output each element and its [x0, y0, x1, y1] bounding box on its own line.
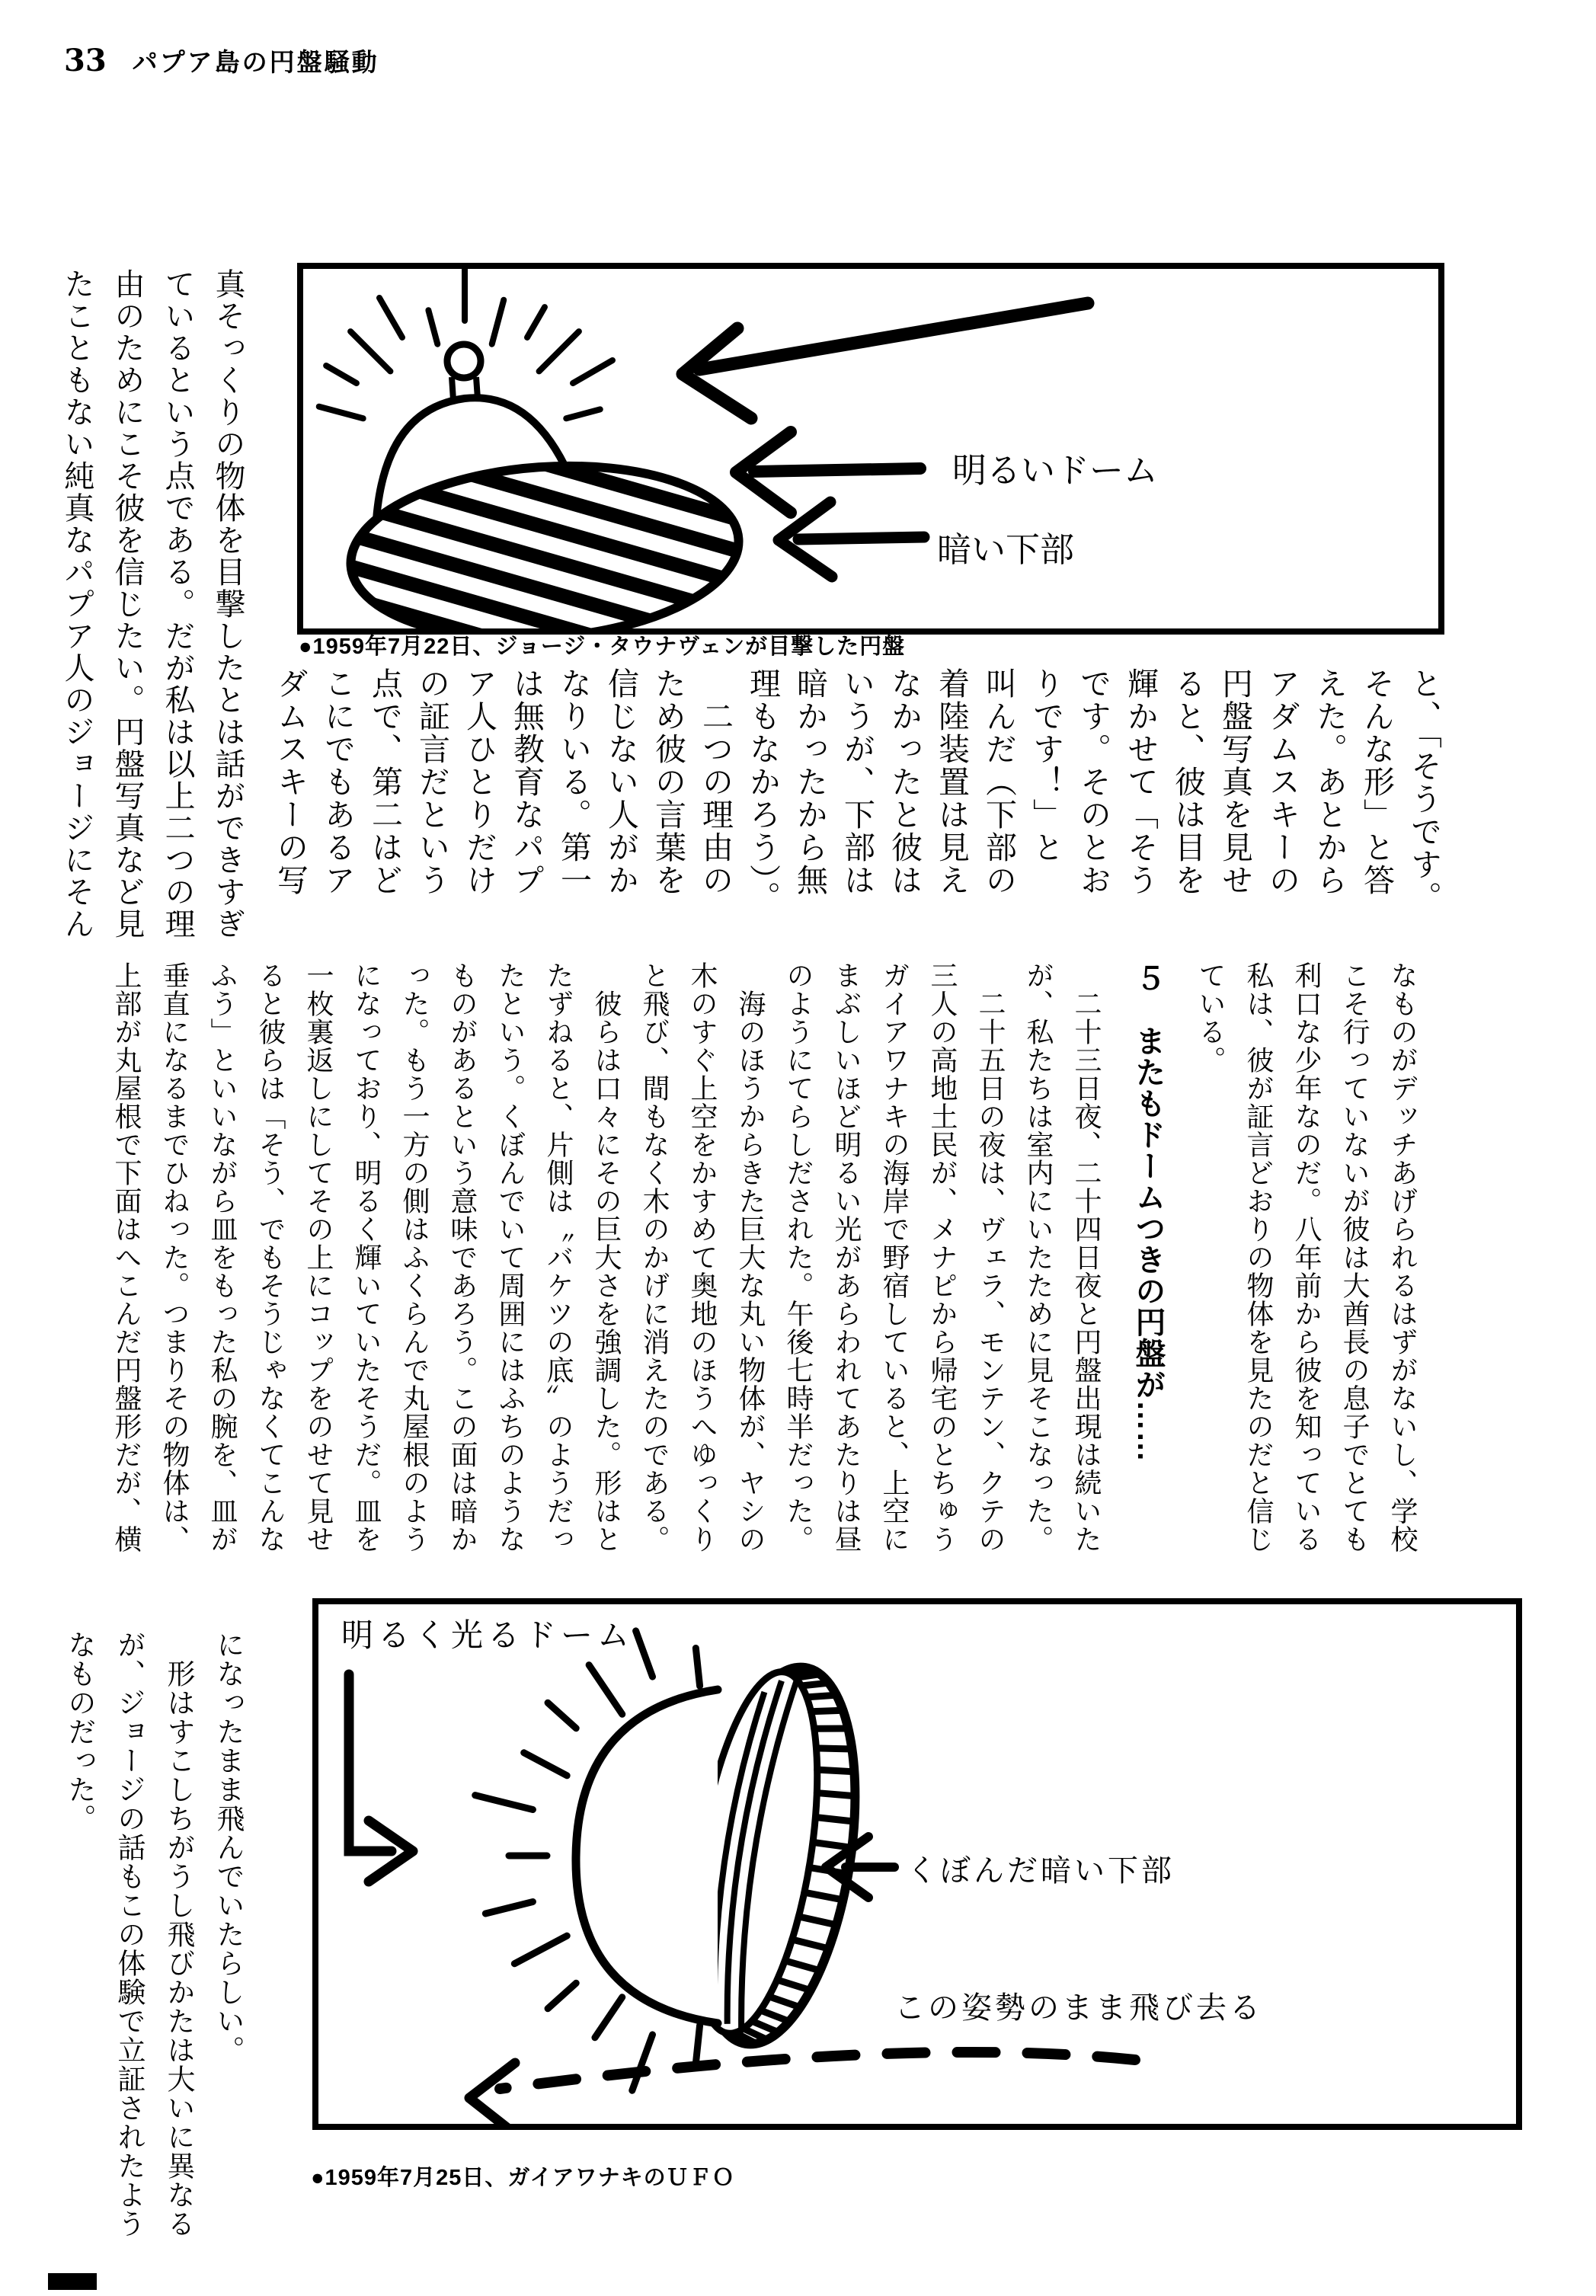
text-column: 真そっくりの物体を目撃したとは話ができすぎ — [210, 268, 245, 940]
text-column: と飛び、間もなく木のかげに消えたのである。 — [638, 961, 670, 1553]
text-column: ５ またもドームつきの円盤が…… — [1131, 963, 1165, 1463]
text-column: 着陸装置は見え — [933, 667, 970, 897]
text-column: ため彼の言葉を — [650, 667, 686, 897]
text-column: になったまま飛んでいたらしい。 — [212, 1630, 245, 2064]
arrow-top-head — [683, 328, 751, 418]
running-title: パプア島の円盤騒動 — [132, 48, 379, 76]
text-column: 一枚裏返しにしてその上にコップをのせて見せ — [302, 961, 334, 1553]
text-column: たという。くぼんでいて周囲にはふちのような — [494, 961, 526, 1553]
text-block-upper — [265, 667, 1447, 939]
text-column: こそ行っていないが彼は大酋長の息子でとても — [1339, 961, 1370, 1553]
text-column: と、「そうです。 — [1406, 667, 1442, 914]
dashed-flyaway-arrow — [469, 2052, 1135, 2124]
text-column: は無教育なパプ — [508, 667, 545, 897]
label-hollow-dark-bottom: くぼんだ暗い下部 — [907, 1854, 1175, 1888]
text-column: りです！」と — [1028, 667, 1064, 864]
text-column: 点で、第二はど — [366, 667, 403, 897]
arrow-middle — [754, 468, 920, 472]
text-column: った。もう一方の側はふくらんで丸屋根のよう — [398, 961, 430, 1553]
text-column: 二つの理由の — [697, 667, 734, 897]
text-column: 二十五日の夜は、ヴェラ、モンテン、クテの — [974, 961, 1006, 1553]
text-column: のようにてらしだされた。午後七時半だった。 — [782, 961, 814, 1553]
text-column: の証言だという — [414, 667, 450, 897]
text-block-upper-left — [50, 268, 253, 949]
text-column: 円盤写真を見せ — [1217, 667, 1253, 897]
text-column: 信じない人がか — [603, 667, 639, 897]
text-column: 私は、彼が証言どおりの物体を見たのだと信じ — [1243, 961, 1274, 1553]
text-column: たこともない純真なパプア人のジョージにそん — [59, 268, 94, 940]
text-column: なものだった。 — [63, 1630, 96, 1833]
figure2-box — [312, 1598, 1522, 2130]
arrow-top — [699, 303, 1088, 369]
text-column: 海のほうからきた巨大な丸い物体が、ヤシの — [734, 961, 766, 1553]
text-column: 垂直になるまでひねった。つまりその物体は、 — [158, 961, 190, 1553]
text-column: えた。あとから — [1311, 667, 1348, 897]
figure2-caption: ●1959年7月25日、ガイアワナキのＵＦＯ — [311, 2166, 735, 2190]
text-column: 輝かせて「そう — [1122, 667, 1159, 897]
text-column: ダムスキーの写 — [272, 667, 309, 897]
text-column: 彼らは口々にその巨大さを強調した。形はと — [590, 961, 622, 1553]
figure1-caption: ●1959年7月22日、ジョージ・タウナヴェンが目撃した円盤 — [299, 635, 906, 659]
text-column: 利口な少年なのだ。八年前から彼を知っている — [1291, 961, 1322, 1553]
text-block-bottom-left — [53, 1630, 253, 2250]
text-column: です。そのとお — [1075, 667, 1111, 897]
text-column: そんな形」と答 — [1358, 667, 1395, 897]
text-column: 由のためにこそ彼を信じたい。円盤写真など見 — [110, 268, 145, 940]
glowing-dome-outline — [576, 1690, 718, 2023]
page-number: 33 — [64, 43, 107, 78]
text-column: ているという点である。だが私は以上二つの理 — [160, 268, 195, 940]
text-column: 理もなかろう）。 — [744, 667, 781, 914]
text-column: 暗かったから無 — [792, 667, 828, 897]
text-column: ると彼らは「そう、でもそうじゃなくてこんな — [254, 961, 286, 1553]
text-block-middle — [53, 961, 1426, 1597]
text-column: アダムスキーの — [1264, 667, 1300, 897]
text-column: なものがデッチあげられるはずがないし、学校 — [1387, 961, 1418, 1553]
text-column: 形はすこしちがうし飛びかたは大いに異なる — [162, 1630, 195, 2238]
text-column: ア人ひとりだけ — [461, 667, 497, 897]
text-column: が、ジョージの話もこの体験で立証されたよう — [113, 1630, 146, 2238]
text-column: こにでもあるア — [319, 667, 356, 897]
text-column: 上部が丸屋根で下面はへこんだ円盤形だが、横 — [110, 961, 142, 1553]
text-column: 三人の高地土民が、メナピから帰宅のとちゅう — [926, 961, 958, 1553]
label-bright-dome: 明るいドーム — [952, 451, 1159, 490]
page-header — [64, 43, 379, 78]
figure1-box — [297, 263, 1444, 635]
text-column: 二十三日夜、二十四日夜と円盤出現は続いた — [1070, 961, 1102, 1553]
text-column: ものがあるという意味であろう。この面は暗か — [446, 961, 478, 1553]
label-dark-bottom: 暗い下部 — [937, 530, 1075, 569]
page-corner-ink-mark — [48, 2273, 97, 2290]
text-column: になっており、明るく輝いていたそうだ。皿を — [350, 961, 382, 1553]
text-column: が、私たちは室内にいたために見そこなった。 — [1022, 961, 1054, 1553]
arrow-bottom — [798, 537, 924, 539]
text-column: ている。 — [1195, 961, 1226, 1074]
text-column: なりいる。第一 — [555, 667, 592, 897]
label-fly-away: この姿勢のまま飛び去る — [894, 1991, 1263, 2025]
text-column: ガイアワナキの海岸で野宿していると、上空に — [878, 961, 910, 1553]
text-column: ると、彼は目を — [1169, 667, 1206, 897]
text-column: まぶしいほど明るい光があらわれてあたりは昼 — [830, 961, 862, 1553]
elbow-arrow — [349, 1674, 413, 1882]
text-column: 木のすぐ上空をかすめて奥地のほうへゆっくり — [686, 961, 718, 1553]
text-column: いうが、下部は — [839, 667, 875, 897]
text-column: なかったと彼は — [886, 667, 923, 897]
knob — [447, 344, 481, 378]
label-glowing-dome: 明るく光るドーム — [341, 1617, 635, 1653]
text-column: たずねると、片側は〝バケツの底〟のようだっ — [542, 961, 574, 1553]
text-column: 叫んだ（下部の — [980, 667, 1017, 897]
saucer-side-view-drawing — [303, 269, 1438, 628]
text-column: ふう」といいながら皿をもった私の腕を、皿が — [206, 961, 238, 1553]
